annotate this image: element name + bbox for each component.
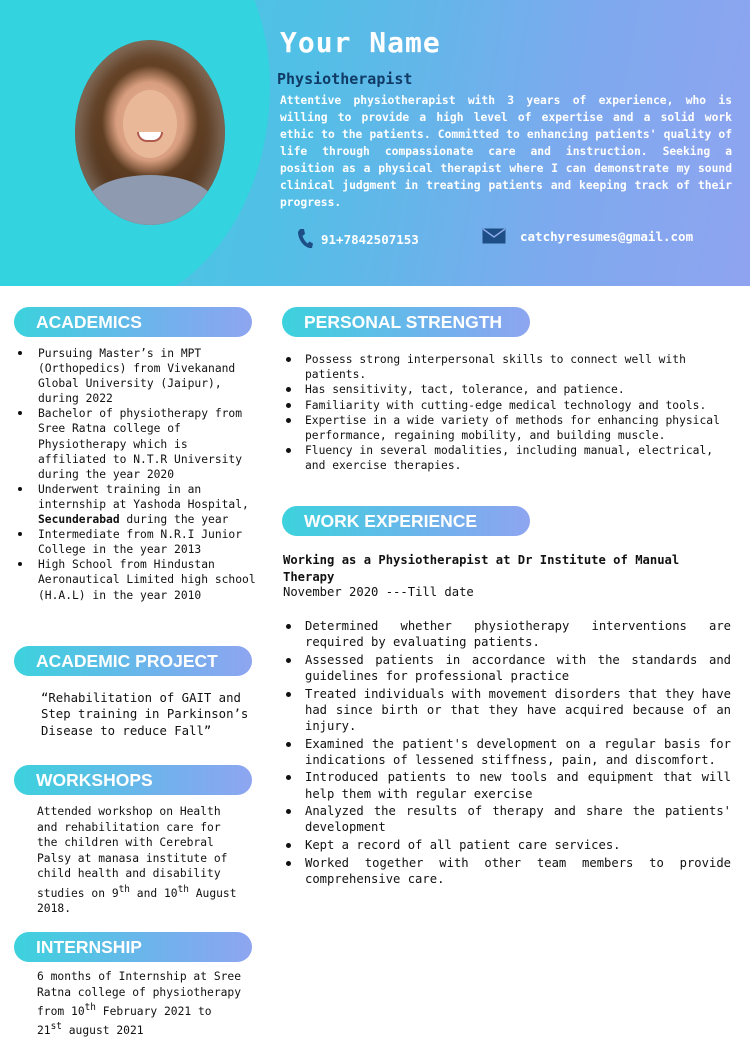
section-internship-heading: INTERNSHIP	[14, 932, 252, 962]
email-address[interactable]: catchyresumes@gmail.com	[520, 228, 694, 244]
list-item: Worked together with other team members to provide comprehensive care.	[282, 855, 731, 887]
list-item: Intermediate from N.R.I Junior College in the year 2013	[16, 527, 256, 557]
list-item: Pursuing Master’s in MPT (Orthopedics) from Vivekanand Global University (Jaipur), during 2022	[16, 346, 256, 406]
list-item: Kept a record of all patient care services.	[282, 837, 731, 853]
phone-number[interactable]: 91+7842507153	[321, 231, 419, 247]
section-academic-project-heading: ACADEMIC PROJECT	[14, 646, 252, 676]
phone-contact	[297, 228, 419, 250]
list-item: Introduced patients to new tools and equipment that will help them with regular exercise	[282, 769, 731, 801]
phone-icon	[297, 228, 313, 250]
academics-list	[16, 346, 256, 603]
list-item: Bachelor of physiotherapy from Sree Ratna college of Physiotherapy which is affiliated to N.T.R University during the year 2020	[16, 406, 256, 481]
job-duties-list	[282, 618, 731, 888]
resume-header	[0, 0, 750, 286]
personal-strength-list	[282, 352, 727, 474]
list-item: Assessed patients in accordance with the standards and guidelines for professional practice	[282, 652, 731, 684]
workshops-text: Attended workshop on Health and rehabilitation care for the children with Cerebral Palsy at manasa institute of child health and disability studies on 9th and 10th August 2018.	[37, 805, 237, 915]
list-item: Possess strong interpersonal skills to connect well with patients.	[282, 352, 727, 382]
section-personal-strength-heading: PERSONAL STRENGTH	[282, 307, 530, 337]
list-item: Analyzed the results of therapy and share the patients' development	[282, 803, 731, 835]
envelope-icon	[482, 228, 506, 244]
academic-project-title: “Rehabilitation of GAIT and Step training in Parkinson’s Disease to reduce Fall”	[41, 691, 249, 738]
internship-text: 6 months of Internship at Sree Ratna college of physiotherapy from 10th February 2021 to 21st august 2021	[37, 970, 242, 1038]
list-item: Determined whether physiotherapy interventions are required by evaluating patients.	[282, 618, 731, 650]
section-work-experience-heading: WORK EXPERIENCE	[282, 506, 530, 536]
profile-photo	[75, 40, 225, 225]
list-item: Fluency in several modalities, including manual, electrical, and exercise therapies.	[282, 443, 727, 473]
candidate-role: Physiotherapist	[277, 70, 413, 88]
list-item: Treated individuals with movement disorders that they have had since birth or that they have acquired because of an injury.	[282, 686, 731, 735]
candidate-name: Your Name	[280, 26, 441, 59]
job-dates: November 2020 ---Till date	[283, 585, 474, 599]
section-workshops-heading: WORKSHOPS	[14, 765, 252, 795]
list-item: High School from Hindustan Aeronautical Limited high school (H.A.L) in the year 2010	[16, 557, 256, 602]
list-item: Expertise in a wide variety of methods for enhancing physical performance, regaining mobility, and building muscle.	[282, 413, 727, 443]
section-academics-heading: ACADEMICS	[14, 307, 252, 337]
profile-summary: Attentive physiotherapist with 3 years of experience, who is willing to provide a high level of expertise and a solid work ethic to the patients. Committed to enhancing patients' quality of life through compassionate care and instruction. Seeking a position as a physical therapist where I can demonstrate my sound clinical judgment in treating patients and keeping track of their progress.	[280, 94, 732, 209]
list-item: Underwent training in an internship at Yashoda Hospital, Secunderabad during the year	[16, 482, 256, 527]
list-item: Examined the patient's development on a regular basis for indications of lessened stiffness, pain, and discomfort.	[282, 736, 731, 768]
list-item: Has sensitivity, tact, tolerance, and patience.	[282, 382, 727, 397]
job-title: Working as a Physiotherapist at Dr Institute of Manual Therapy	[283, 553, 680, 584]
list-item: Familiarity with cutting-edge medical technology and tools.	[282, 398, 727, 413]
email-contact	[482, 228, 693, 244]
